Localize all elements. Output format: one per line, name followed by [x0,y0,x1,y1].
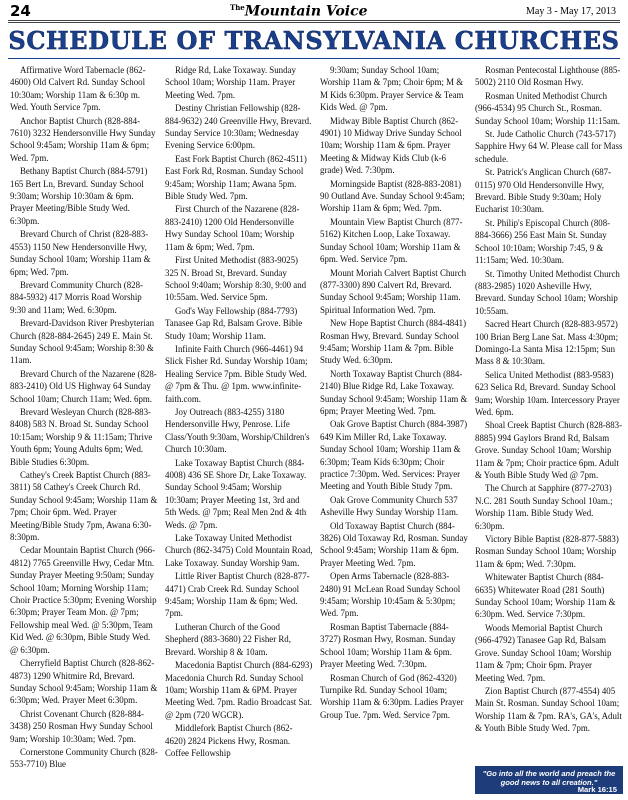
church-listing: Oak Grove Baptist Church (884-3987) 649 Kim Miller Rd, Lake Toxaway. Sunday School 10am; Worship 11am & 6:30pm; Team Kids 6:30pm; Choir practice 7:30pm. Wed. Services: Prayer Meeting and Youth Bible Study 7pm. [320,419,468,492]
church-listing: 9:30am; Sunday School 10am; Worship 11am & 7pm; Choir 6pm; M & M Kids 6:30pm. Prayer Service & Team Kids Wed. @ 7pm. [320,65,464,113]
church-listing: Lake Toxaway Baptist Church (884-4008) 436 SE Shore Dr, Lake Toxaway. Sunday School 9:45am; Worship 10:30am; Prayer Meeting 1st, 3rd and 5th Weds. @ 7pm; Real Men 2nd & 4th Weds. @ 7pm. [165,457,307,530]
church-listing: First United Methodist (883-9025) 325 N. Broad St, Brevard. Sunday School 9:40am; Worship 8:30, 9:00 and 10:55am. Wed. Service 5pm. [165,255,307,303]
scripture-quote: "Go into all the world and preach the good news to all creation." [482,769,616,787]
church-listing: St. Patrick's Anglican Church (687-0115) 970 Old Hendersonville Hwy, Brevard. Bible Study 9:30am; Holy Eucharist 10:30am. [475,167,612,215]
church-listing: Midway Bible Baptist Church (862-4901) 10 Midway Drive Sunday School 10am; Worship 11am & 6pm. Prayer Meeting & Midway Kids Club (k-6 grade) Wed. 7:30pm. [320,115,462,176]
church-listing: Morningside Baptist (828-883-2081) 90 Outland Ave. Sunday School 9:45am; Worship 11am & 6pm; Wed. 7pm. [320,178,465,214]
church-listing: Cedar Mountain Baptist Church (966-4812) 7765 Greenville Hwy, Cedar Mtn. Sunday Prayer Meeting 9:50am; Sunday School 10am; Morning Worship 11am; Choir Practice 5:30pm; Evening Worship 6:30pm; Prayer Team Mon. @ 7pm; Fellowship meal Wed. @ 5:30pm, Team Kid Wed. @ 6:30pm, Bible Study Wed. @ 6:30pm. [10,545,157,655]
church-listing: Mountain View Baptist Church (877-5162) Kitchen Loop, Lake Toxaway. Sunday School 10am; Worship 11am & 6pm. Wed. Service 7pm. [320,216,463,265]
church-listing: Anchor Baptist Church (828-884-7610) 3232 Hendersonville Hwy Sunday School 9:45am; Worship 11am & 6pm; Wed. 7pm. [10,115,156,163]
church-listing: Cherryfield Baptist Church (828-862-4873) 1290 Whitmire Rd, Brevard. Sunday School 9:45am; Worship 11am & 6:30pm; Wed. Prayer Meet 6:30pm. [10,658,158,706]
church-listing: Rosman United Methodist Church (966-4534) 95 Church St., Rosman. Sunday School 10am; Worship 11:15am. [475,90,620,126]
church-listing: Lake Toxaway United Methodist Church (862-3475) Cold Mountain Road, Lake Toxaway. Sunday Worship 9am. [165,533,313,568]
church-listing: Ridge Rd, Lake Toxaway. Sunday School 10am; Worship 11am. Prayer Meeting Wed. 7pm. [165,65,296,100]
issue-dates: May 3 - May 17, 2013 [526,6,616,17]
church-listing: Destiny Christian Fellowship (828-884-9632) 240 Greenville Hwy, Brevard. Sunday Service 10:30am; Wednesday Evening Service 6:00pm. [165,103,312,151]
church-listing: New Hope Baptist Church (884-4841) Rosman Hwy, Brevard. Sunday School 9:45am; Worship 11am & 7pm. Bible Study Wed. 6:30pm. [320,318,467,366]
church-listing: Mount Moriah Calvert Baptist Church (877-3300) 890 Calvert Rd, Brevard. Sunday School 9:45am; Worship 11am. Spiritual Information Wed. 7pm. [320,267,467,315]
newspaper-prefix: The [230,3,245,12]
church-listing: North Toxaway Baptist Church (884-2140) Blue Ridge Rd, Lake Toxaway. Sunday School 9:45am; Worship 11am & 6pm; Prayer Meeting Wed. 7pm. [320,368,468,416]
scripture-reference: Mark 16:15 [577,785,617,794]
church-listing: Macedonia Baptist Church (884-6293) Macedonia Church Rd. Sunday School 10am; Worship 11am & 6PM. Prayer Meeting Wed. 7pm. Radio Broadcast Sat. @ 2pm (720 WGCR). [165,660,313,720]
church-listing: Cathey's Creek Baptist Church (883-3811) 58 Cathey's Creek Church Rd. Sunday School 9:45am; Worship 11am & 7pm; Choir 6pm. Wed. Prayer Meeting/Bible Study 7pm, Awana 6:30-8:30pm. [10,470,158,543]
listing-column-1 [10,64,158,772]
church-listing: Old Toxaway Baptist Church (884-3826) Old Toxaway Rd, Rosman. Sunday School 9:45am; Worship 11am & 6pm. Prayer Meeting Wed. 7pm. [320,520,468,568]
church-listing: Infinite Faith Church (966-4461) 94 Slick Fisher Rd. Sunday Worship 10am; Healing Service 7pm. Bible Study Wed. @ 7pm & Thu. @ 1pm. www.infinite-faith.com. [165,343,308,404]
listing-column-3 [320,64,468,722]
church-listing: Brevard Church of Christ (828-883-4553) 1150 New Hendersonville Hwy, Sunday School 10am; Worship 11am & 6pm; Wed. 7pm. [10,229,151,277]
church-listing: Joy Outreach (883-4255) 3180 Hendersonville Hwy, Penrose. Life Class/Youth 9:30am, Worship/Children's Church 10:30am. [165,406,310,455]
scripture-box [475,766,623,794]
church-listing: Whitewater Baptist Church (884-6635) Whitewater Road (281 South) Sunday School 10am; Worship 11am & 6:30pm. Wed. Service 7:30pm. [475,572,616,620]
church-listing: Christ Covenant Church (828-884-3438) 250 Rosman Hwy Sunday School 9am; Worship 10:30am; Wed. 7pm. [10,708,153,744]
church-listing: Sacred Heart Church (828-883-9572) 100 Brian Berg Lane Sat. Mass 4:30pm; Domingo-La Santa Misa 12:15pm; Sun Mass 8 & 10:30am. [475,319,619,367]
page-header [0,0,628,26]
church-listing: Shoal Creek Baptist Church (828-883-8885) 994 Gaylors Brand Rd, Balsam Grove. Sunday School 10am; Worship 11am & 7pm; Choir practice 6pm. Adult & Youth Bible Study Wed @ 7pm. [475,420,623,480]
church-listing: Brevard Wesleyan Church (828-883-8408) 583 N. Broad St. Sunday School 10:15am; Worship 9 & 11:15am; Thrive Youth 6pm; Young Adults 6pm; Wed. Bible Studies 6:30pm. [10,406,153,467]
listing-column-4 [475,64,623,736]
church-listing: Brevard Community Church (828-884-5932) 417 Morris Road Worship 9:30 and 11am; Wed. 6:30pm. [10,279,143,315]
header-rule-second [8,22,620,23]
church-listing: Zion Baptist Church (877-4554) 405 Main St. Rosman. Sunday School 10am; Worship 11am & 7pm. RA's, GA's, Adult & Youth Bible Study Wed. 7pm. [475,685,622,734]
church-listing: Oak Grove Community Church 537 Asheville Hwy Sunday Worship 11am. [320,494,459,518]
church-listing: Rosman Pentecostal Lighthouse (885-5002) 2110 Old Rosman Hwy. [475,65,621,88]
header-rule [8,20,620,21]
church-listing: Open Arms Tabernacle (828-883-2480) 91 McLean Road Sunday School 9:45am; Worship 10:45am & 5:30pm; Wed. 7pm. [320,571,461,619]
church-listing: Brevard-Davidson River Presbyterian Church (828-884-2645) 249 E. Main St. Sunday School 9:45am; Worship 8:30 & 11am. [10,318,155,366]
church-listing: Lutheran Church of the Good Shepherd (883-3680) 22 Fisher Rd, Brevard. Worship 8 & 10am. [165,621,291,657]
church-listing: St. Jude Catholic Church (743-5717) Sapphire Hwy 64 W. Please call for Mass schedule. [475,129,623,164]
page-title: SCHEDULE OF TRANSYLVANIA CHURCHES [8,26,620,55]
church-listing: Brevard Church of the Nazarene (828-883-2410) Old US Highway 64 Sunday School 10am; Church 11am; Wed. 6pm. [10,368,157,404]
church-listing: Cornerstone Community Church (828-553-7710) Blue [10,746,158,770]
church-listing: Affirmative Word Tabernacle (862-4600) Old Calvert Rd. Sunday School 10:30am; Worship 11am & 6:30p m. Wed. Youth Service 7pm. [10,65,146,113]
church-listing: God's Way Fellowship (884-7793) Tanasee Gap Rd, Balsam Grove. Bible Study 10am; Worship 11am. [165,305,303,341]
church-listing: Rosman Baptist Tabernacle (884-3727) Rosman Hwy, Rosman. Sunday School 10am; Worship 11am & 6pm. Prayer Meeting Wed. 7:30pm. [320,621,456,670]
church-listing: Rosman Church of God (862-4320) Turnpike Rd. Sunday School 10am; Worship 11am & 6:30pm. Ladies Prayer Group Tue. 7pm. Wed. Service 7pm. [320,672,464,720]
church-listing: East Fork Baptist Church (862-4511) East Fork Rd, Rosman. Sunday School 9:45am; Worship 11am; Awana 5pm. Bible Study Wed. 7pm. [165,153,307,202]
church-listing: Bethany Baptist Church (884-5791) 165 Bert Ln, Brevard. Sunday School 9:30am; Worship 10:30am & 6pm. Prayer Meeting/Bible Study Wed. 6:30pm. [10,166,148,226]
title-underline [8,58,620,59]
church-listing: Middlefork Baptist Church (862-4620) 2824 Pickens Hwy, Rosman. Coffee Fellowship [165,723,293,758]
church-listing: Woods Memorial Baptist Church (966-4792) Tanasee Gap Rd, Balsam Grove. Sunday School 10am; Worship 11am & 7pm; Choir 6pm. Prayer Meeting Wed. 7pm. [475,622,612,683]
newspaper-name [230,3,368,20]
church-listing: St. Timothy United Methodist Church (883-2985) 1020 Asheville Hwy, Brevard. Sunday School 10am; Worship 10:55am. [475,268,620,316]
church-listing: First Church of the Nazarene (828-883-2410) 1200 Old Hendersonville Hwy Sunday School 10am; Worship 11am & 6pm; Wed. 7pm. [165,204,300,252]
church-listing: Selica United Methodist (883-9583) 623 Selica Rd, Brevard. Sunday School 9am; Worship 10am. Intercessory Prayer Wed. 6pm. [475,369,620,417]
church-listing: St. Philip's Episcopal Church (808-884-3666) 256 East Main St. Sunday School 10:10am; Worship 7:45, 9 & 11:15am; Wed. 10:30am. [475,217,611,266]
church-listing: Little River Baptist Church (828-877-4471) Crab Creek Rd. Sunday School 9:45am; Worship 11am & 6pm; Wed. 7pm. [165,571,310,619]
church-listing: Victory Bible Baptist (828-877-5883) Rosman Sunday School 10am; Worship 11am & 6pm; Wed. 7:30pm. [475,534,619,569]
newspaper-title: Mountain Voice [244,3,368,20]
church-listing: The Church at Sapphire (877-2703) N.C. 281 South Sunday School 10am.; Worship 11am. Bible Study Wed. 6:30pm. [475,483,613,531]
page-number: 24 [10,2,31,20]
listing-column-2 [165,64,313,760]
